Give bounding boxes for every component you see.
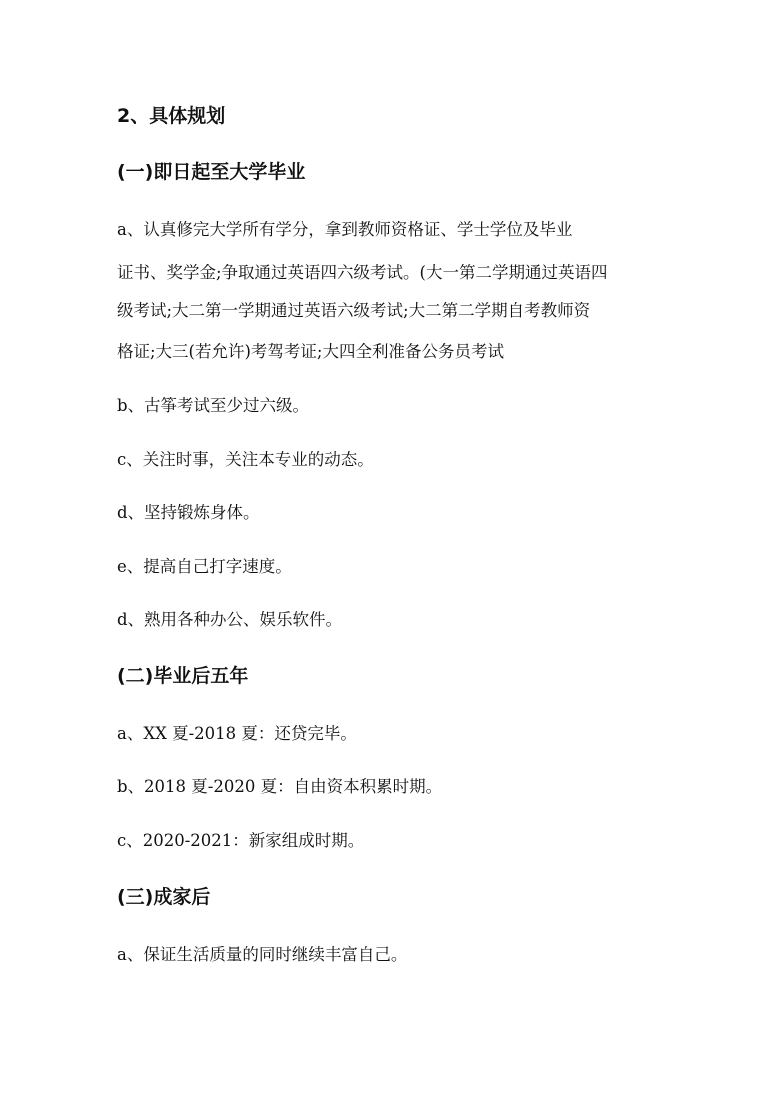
section-1-item-d2: d、熟用各种办公、娱乐软件。 — [117, 610, 343, 629]
section-1-item-c: c、关注时事，关注本专业的动态。 — [117, 450, 374, 469]
section-2-title: (二)毕业后五年 — [117, 665, 249, 687]
section-1-item-e: e、提高自己打字速度。 — [117, 557, 292, 576]
section-2-item-c: c、2020-2021：新家组成时期。 — [117, 831, 365, 850]
section-1-item-b: b、古筝考试至少过六级。 — [117, 396, 310, 415]
section-1-item-d: d、坚持锻炼身体。 — [117, 503, 260, 522]
section-1-item-a-line-3: 级考试;大二第一学期通过英语六级考试;大二第二学期自考教师资 — [117, 301, 591, 320]
section-1-title: (一)即日起至大学毕业 — [117, 161, 306, 183]
section-2-item-a: a、XX 夏-2018 夏：还贷完毕。 — [117, 724, 357, 743]
main-heading: 2、具体规划 — [117, 105, 226, 127]
section-2-item-b: b、2018 夏-2020 夏：自由资本积累时期。 — [117, 777, 443, 796]
section-3-title: (三)成家后 — [117, 886, 211, 908]
section-1-item-a-line-1: a、认真修完大学所有学分，拿到教师资格证、学士学位及毕业 — [117, 220, 573, 239]
section-1-item-a-line-4: 格证;大三(若允许)考驾考证;大四全利准备公务员考试 — [117, 342, 504, 361]
section-1-item-a-line-2: 证书、奖学金;争取通过英语四六级考试。(大一第二学期通过英语四 — [117, 263, 608, 282]
section-3-item-a: a、保证生活质量的同时继续丰富自己。 — [117, 945, 408, 964]
